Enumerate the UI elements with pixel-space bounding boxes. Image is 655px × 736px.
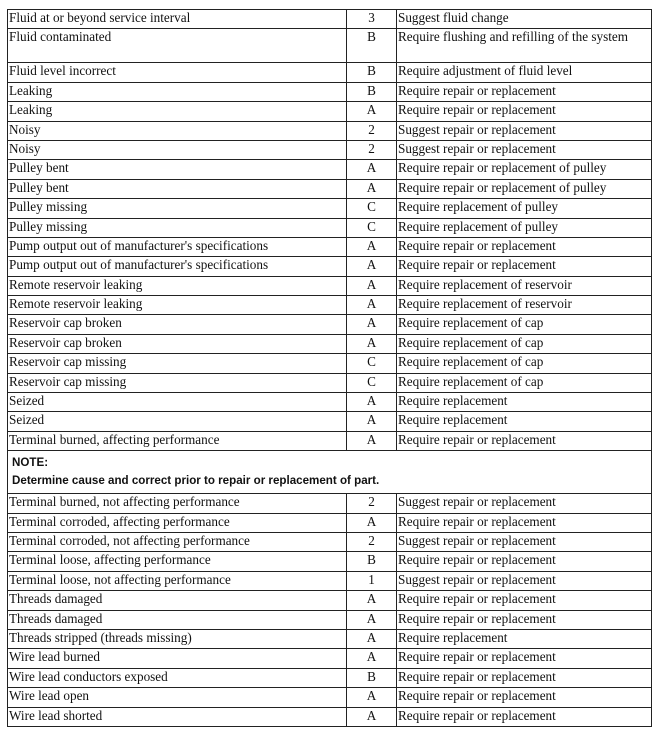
table-row [8,688,652,707]
table-row [8,629,652,648]
table-row [8,494,652,513]
table-row [8,571,652,590]
code-cell: B [347,668,397,687]
table-row [8,179,652,198]
code-cell: A [347,315,397,334]
code-cell: A [347,513,397,532]
table-row [8,218,652,237]
condition-cell: Seized [8,412,347,431]
action-cell: Suggest repair or replacement [397,140,652,159]
table-row [8,591,652,610]
code-cell: B [347,82,397,101]
action-cell: Require replacement of cap [397,373,652,392]
code-cell: 3 [347,10,397,29]
condition-cell: Wire lead conductors exposed [8,668,347,687]
inspection-table-container [7,9,651,727]
condition-cell: Pulley bent [8,179,347,198]
code-cell: 1 [347,571,397,590]
table-row [8,532,652,551]
code-cell: 2 [347,532,397,551]
condition-cell: Remote reservoir leaking [8,296,347,315]
table-row [8,63,652,82]
action-cell: Require repair or replacement [397,431,652,450]
condition-cell: Pulley bent [8,160,347,179]
condition-cell: Reservoir cap missing [8,373,347,392]
table-row [8,431,652,450]
code-cell: C [347,199,397,218]
code-cell: A [347,707,397,726]
table-body-after-note [8,494,652,727]
table-row [8,649,652,668]
condition-cell: Terminal corroded, not affecting performance [8,532,347,551]
condition-cell: Seized [8,393,347,412]
action-cell: Require replacement of reservoir [397,296,652,315]
code-cell: A [347,393,397,412]
code-cell: A [347,431,397,450]
note-cell [8,451,652,494]
table-body-before-note [8,10,652,451]
action-cell: Require repair or replacement [397,610,652,629]
condition-cell: Noisy [8,121,347,140]
condition-cell: Reservoir cap broken [8,334,347,353]
table-row [8,315,652,334]
action-cell: Require repair or replacement [397,82,652,101]
table-row [8,513,652,532]
table-row [8,199,652,218]
condition-cell: Terminal burned, not affecting performance [8,494,347,513]
code-cell: B [347,29,397,63]
code-cell: A [347,649,397,668]
table-row [8,257,652,276]
table-row [8,10,652,29]
table-row [8,552,652,571]
table-row [8,237,652,256]
table-row [8,121,652,140]
table-row [8,610,652,629]
action-cell: Suggest fluid change [397,10,652,29]
table-row [8,160,652,179]
table-row [8,82,652,101]
code-cell: A [347,102,397,121]
code-cell: A [347,296,397,315]
action-cell: Suggest repair or replacement [397,532,652,551]
action-cell: Require repair or replacement [397,707,652,726]
condition-cell: Threads stripped (threads missing) [8,629,347,648]
action-cell: Require repair or replacement [397,513,652,532]
action-cell: Require repair or replacement [397,649,652,668]
action-cell: Require repair or replacement [397,237,652,256]
action-cell: Suggest repair or replacement [397,571,652,590]
code-cell: C [347,354,397,373]
code-cell: A [347,334,397,353]
code-cell: B [347,63,397,82]
table-row [8,276,652,295]
action-cell: Require replacement of cap [397,334,652,353]
action-cell: Require flushing and refilling of the system [397,29,652,63]
action-cell: Require replacement of cap [397,315,652,334]
code-cell: C [347,218,397,237]
condition-cell: Wire lead open [8,688,347,707]
action-cell: Require replacement of cap [397,354,652,373]
condition-cell: Terminal loose, not affecting performance [8,571,347,590]
condition-cell: Threads damaged [8,591,347,610]
table-row [8,102,652,121]
table-row [8,140,652,159]
action-cell: Require repair or replacement [397,668,652,687]
note-section [8,451,652,494]
action-cell: Require replacement [397,393,652,412]
note-heading: NOTE: [12,456,49,470]
condition-cell: Terminal corroded, affecting performance [8,513,347,532]
action-cell: Suggest repair or replacement [397,121,652,140]
condition-cell: Fluid contaminated [8,29,347,63]
action-cell: Require repair or replacement [397,591,652,610]
action-cell: Require replacement of pulley [397,199,652,218]
code-cell: A [347,610,397,629]
code-cell: A [347,160,397,179]
action-cell: Require replacement [397,412,652,431]
condition-cell: Pump output out of manufacturer's specifications [8,257,347,276]
note-text: Determine cause and correct prior to repair or replacement of part. [12,474,380,488]
code-cell: A [347,688,397,707]
code-cell: A [347,591,397,610]
condition-cell: Terminal loose, affecting performance [8,552,347,571]
action-cell: Require repair or replacement of pulley [397,179,652,198]
condition-cell: Reservoir cap broken [8,315,347,334]
condition-cell: Pulley missing [8,218,347,237]
condition-cell: Fluid at or beyond service interval [8,10,347,29]
condition-cell: Wire lead burned [8,649,347,668]
table-row [8,373,652,392]
action-cell: Suggest repair or replacement [397,494,652,513]
condition-cell: Leaking [8,102,347,121]
inspection-table [7,9,652,727]
code-cell: 2 [347,121,397,140]
code-cell: A [347,257,397,276]
action-cell: Require repair or replacement of pulley [397,160,652,179]
table-row [8,354,652,373]
action-cell: Require repair or replacement [397,552,652,571]
action-cell: Require repair or replacement [397,102,652,121]
condition-cell: Threads damaged [8,610,347,629]
condition-cell: Wire lead shorted [8,707,347,726]
condition-cell: Pump output out of manufacturer's specifications [8,237,347,256]
code-cell: B [347,552,397,571]
table-row [8,29,652,63]
condition-cell: Leaking [8,82,347,101]
condition-cell: Terminal burned, affecting performance [8,431,347,450]
code-cell: 2 [347,140,397,159]
table-row [8,296,652,315]
table-row [8,334,652,353]
code-cell: 2 [347,494,397,513]
code-cell: A [347,412,397,431]
action-cell: Require adjustment of fluid level [397,63,652,82]
table-row [8,668,652,687]
condition-cell: Remote reservoir leaking [8,276,347,295]
condition-cell: Reservoir cap missing [8,354,347,373]
code-cell: A [347,629,397,648]
action-cell: Require replacement of pulley [397,218,652,237]
code-cell: C [347,373,397,392]
table-row [8,393,652,412]
condition-cell: Noisy [8,140,347,159]
code-cell: A [347,276,397,295]
condition-cell: Pulley missing [8,199,347,218]
condition-cell: Fluid level incorrect [8,63,347,82]
action-cell: Require replacement of reservoir [397,276,652,295]
code-cell: A [347,179,397,198]
table-row [8,412,652,431]
action-cell: Require repair or replacement [397,257,652,276]
code-cell: A [347,237,397,256]
note-row [8,451,652,494]
action-cell: Require replacement [397,629,652,648]
table-row [8,707,652,726]
action-cell: Require repair or replacement [397,688,652,707]
